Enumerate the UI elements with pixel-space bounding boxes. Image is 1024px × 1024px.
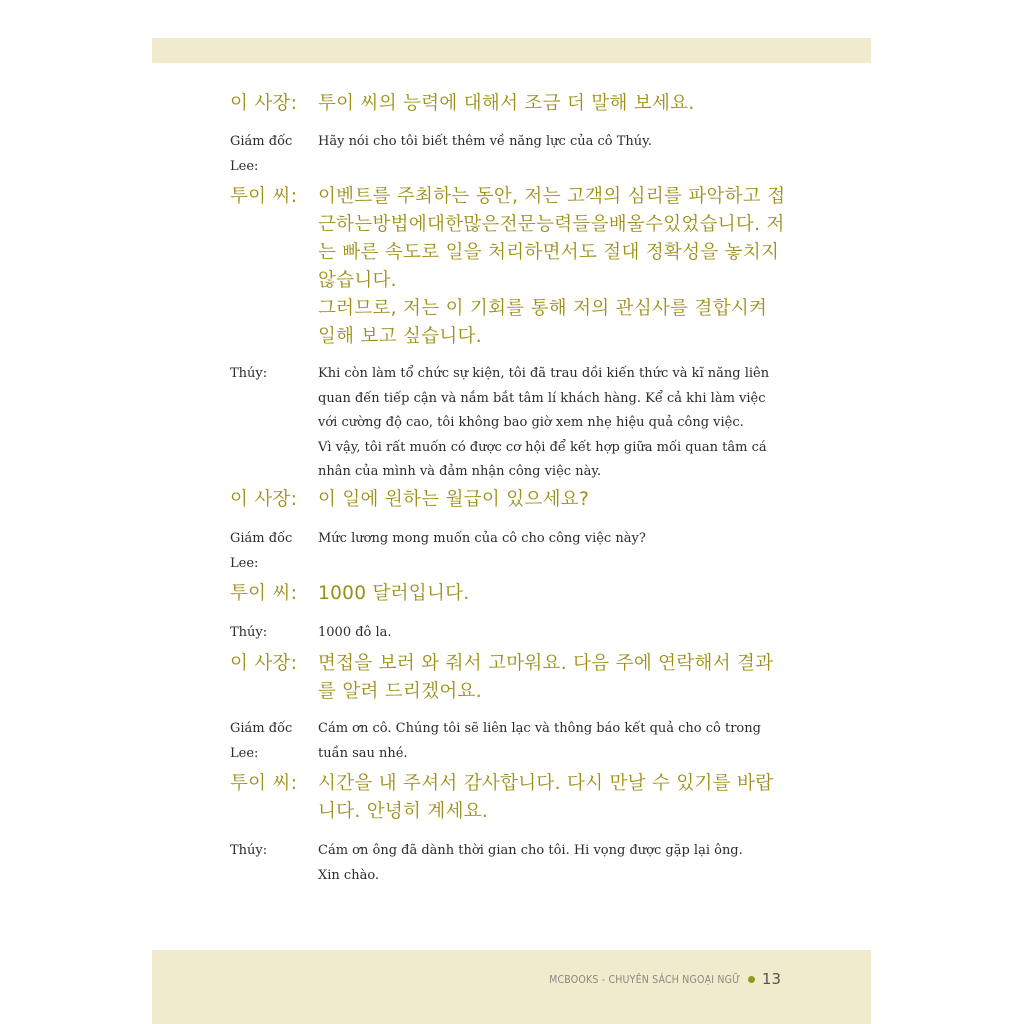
speaker-label: Thúy: [230, 625, 268, 640]
speaker-label: 투이 씨: [230, 186, 298, 207]
speaker-label: 이 사장: [230, 93, 298, 114]
speaker-label: 투이 씨: [230, 583, 298, 604]
speaker-label: Thúy: [230, 366, 268, 381]
dialogue-text [318, 580, 786, 608]
book-page [152, 38, 871, 1024]
speaker-label: Giám đốc Lee: [230, 134, 293, 174]
dialogue-text [318, 183, 786, 351]
speaker-label: 이 사장: [230, 653, 298, 674]
dialogue-paragraph: 면접을 보러 와 줘서 고마워요. 다음 주에 연락해서 결과를 알려 드리겠어요. [318, 653, 774, 702]
dialogue-paragraph: Hãy nói cho tôi biết thêm về năng lực của cô Thúy. [318, 134, 652, 149]
dialogue-paragraph: 그러므로, 저는 이 기회를 통해 저의 관심사를 결합시켜 일해 보고 싶습니다. [318, 298, 768, 347]
speaker-label: Giám đốc Lee: [230, 531, 293, 571]
footer [518, 970, 781, 988]
dialogue-text [318, 839, 786, 888]
dialogue-text [318, 527, 786, 552]
dialogue-text [318, 717, 786, 766]
dialogue-text [318, 486, 786, 514]
dialogue-paragraph: 투이 씨의 능력에 대해서 조금 더 말해 보세요. [318, 93, 695, 114]
dialogue-paragraph: 이벤트를 주최하는 동안, 저는 고객의 심리를 파악하고 접근하는방법에대한많은전문능력들을배울수있었습니다. 저는 빠른 속도로 일을 처리하면서도 절대 정확성을 놓치지 않습니다. [318, 186, 786, 291]
speaker-label: Giám đốc Lee: [230, 721, 293, 761]
dialogue-paragraph: Cám ơn cô. Chúng tôi sẽ liên lạc và thông báo kết quả cho cô trong tuần sau nhé. [318, 721, 761, 761]
speaker-label: 이 사장: [230, 489, 298, 510]
dialogue-text [318, 621, 786, 646]
dialogue-paragraph: Vì vậy, tôi rất muốn có được cơ hội để kết hợp giữa mối quan tâm cá nhân của mình và đảm nhận công việc này. [318, 439, 767, 479]
speaker-label: Thúy: [230, 843, 268, 858]
footer-brand: MCBOOKS - CHUYÊN SÁCH NGOẠI NGỮ [549, 972, 741, 986]
dialogue-text [318, 130, 786, 155]
page-number: 13 [761, 970, 781, 988]
dialogue-paragraph: Xin chào. [318, 867, 380, 883]
bullet-dot-icon [748, 976, 755, 983]
dialogue-text [318, 650, 786, 706]
dialogue-paragraph: Mức lương mong muốn của cô cho công việc này? [318, 531, 646, 546]
dialogue-text [318, 90, 786, 118]
header-band [152, 38, 871, 63]
dialogue-paragraph: Cám ơn ông đã dành thời gian cho tôi. Hi vọng được gặp lại ông. [318, 843, 743, 858]
dialogue-text [318, 362, 786, 485]
dialogue-paragraph: 시간을 내 주셔서 감사합니다. 다시 만날 수 있기를 바랍니다. 안녕히 계세요. [318, 773, 774, 822]
footer-band [152, 950, 871, 1024]
dialogue-paragraph: 이 일에 원하는 월급이 있으세요? [318, 489, 590, 510]
speaker-label: 투이 씨: [230, 773, 298, 794]
dialogue-paragraph: 1000 달러입니다. [318, 583, 470, 604]
dialogue-paragraph: 1000 đô la. [318, 625, 392, 640]
dialogue-text [318, 770, 786, 826]
dialogue-paragraph: Khi còn làm tổ chức sự kiện, tôi đã trau dồi kiến thức và kĩ năng liên quan đến tiếp cận và nắm bắt tâm lí khách hàng. Kể cả khi làm việc với cường độ cao, tôi không bao giờ xem nhẹ hiệu quả công việc. [318, 366, 770, 430]
